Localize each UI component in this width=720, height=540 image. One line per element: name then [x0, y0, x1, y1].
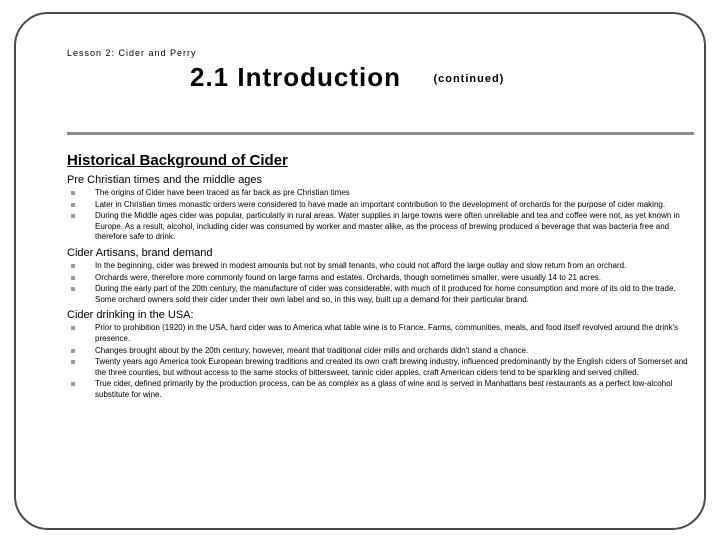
list-item: [67, 379, 697, 400]
list-item: [67, 323, 697, 344]
square-bullet-icon: [71, 382, 75, 386]
list-item: [67, 211, 697, 243]
lesson-label: Lesson 2: Cider and Perry: [67, 48, 197, 58]
square-bullet-icon: [71, 191, 75, 195]
list-item: [67, 273, 697, 284]
bullet-list-usa: [67, 323, 697, 400]
list-item-text: During the early part of the 20th century, the manufacture of cider was considerable, with much of it produced for home consumption and more of its old to the trade. Some orchard owners sold their cider under their own label and so, in this way, built up a demand for their particular brand.: [95, 284, 676, 304]
square-bullet-icon: [71, 349, 75, 353]
square-bullet-icon: [71, 326, 75, 330]
list-item-text: In the beginning, cider was brewed in modest amounts but not by small tenants, who could not afford the large outlay and slow return from an orchard.: [95, 260, 627, 270]
square-bullet-icon: [71, 203, 75, 207]
slide-subtitle: (continued): [433, 73, 505, 85]
list-item-text: Changes brought about by the 20th century, however, meant that traditional cider mills and orchards didn't stand a chance.: [95, 345, 529, 355]
list-item-text: The origins of Cider have been traced as far back as pre Christian times: [95, 188, 350, 197]
content-area: [67, 172, 697, 405]
square-bullet-icon: [71, 214, 75, 218]
list-item-text: True cider, defined primarily by the production process, can be as complex as a glass of wine and is served in Manhattans best restaurants as a perfect low-alcohol substitute for wine.: [95, 379, 673, 399]
title-divider: [67, 132, 694, 135]
list-item-text: Later in Christian times monastic orders were considered to have made an important contribution to the development of orchards for the purpose of cider making.: [95, 199, 666, 209]
list-item: [67, 346, 697, 357]
list-item-text: Prior to prohibition (1920) in the USA, hard cider was to America what table wine is to France. Farms, communities, meals, and food itself revolved around the drink's presence.: [95, 323, 679, 343]
list-item: [67, 261, 697, 272]
section-title-artisans: Cider Artisans, brand demand: [67, 246, 213, 259]
list-item-text: During the Middle ages cider was popular, particularly in rural areas. Water supplies in large towns were often unreliable and tea and coffee were not, as yet known in Europe. As a result, alcohol, including cider was consumed by worker and master alike, as the process of brewing produced a beverage that was bacteria free and therefore safe to drink.: [95, 211, 680, 242]
section-title-prechristian: Pre Christian times and the middle ages: [67, 174, 263, 186]
bullet-list-prechristian: [67, 188, 697, 243]
list-item-text: Twenty years ago America took European brewing traditions and created its own craft brewing industry, influenced predominantly by the English ciders of Somerset and the three counties, but without access to the same stocks of bittersweet, tannic cider apples, craft American ciders tend to be sparkling and served chilled.: [95, 357, 688, 377]
section-heading: Historical Background of Cider: [67, 152, 288, 169]
square-bullet-icon: [71, 264, 75, 268]
list-item: [67, 284, 697, 305]
square-bullet-icon: [71, 360, 75, 364]
list-item: [67, 200, 697, 211]
bullet-list-artisans: [67, 261, 697, 305]
slide-title: 2.1 Introduction: [190, 62, 401, 92]
square-bullet-icon: [71, 276, 75, 280]
list-item: [67, 357, 697, 378]
list-item: [67, 188, 697, 199]
title-row: [190, 62, 504, 93]
list-item-text: Orchards were, therefore more commonly found on large farms and estates. Orchards, though sometimes smaller, were usually 14 to 21 acres.: [95, 272, 602, 282]
square-bullet-icon: [71, 287, 75, 291]
section-title-usa: Cider drinking in the USA:: [67, 309, 194, 322]
